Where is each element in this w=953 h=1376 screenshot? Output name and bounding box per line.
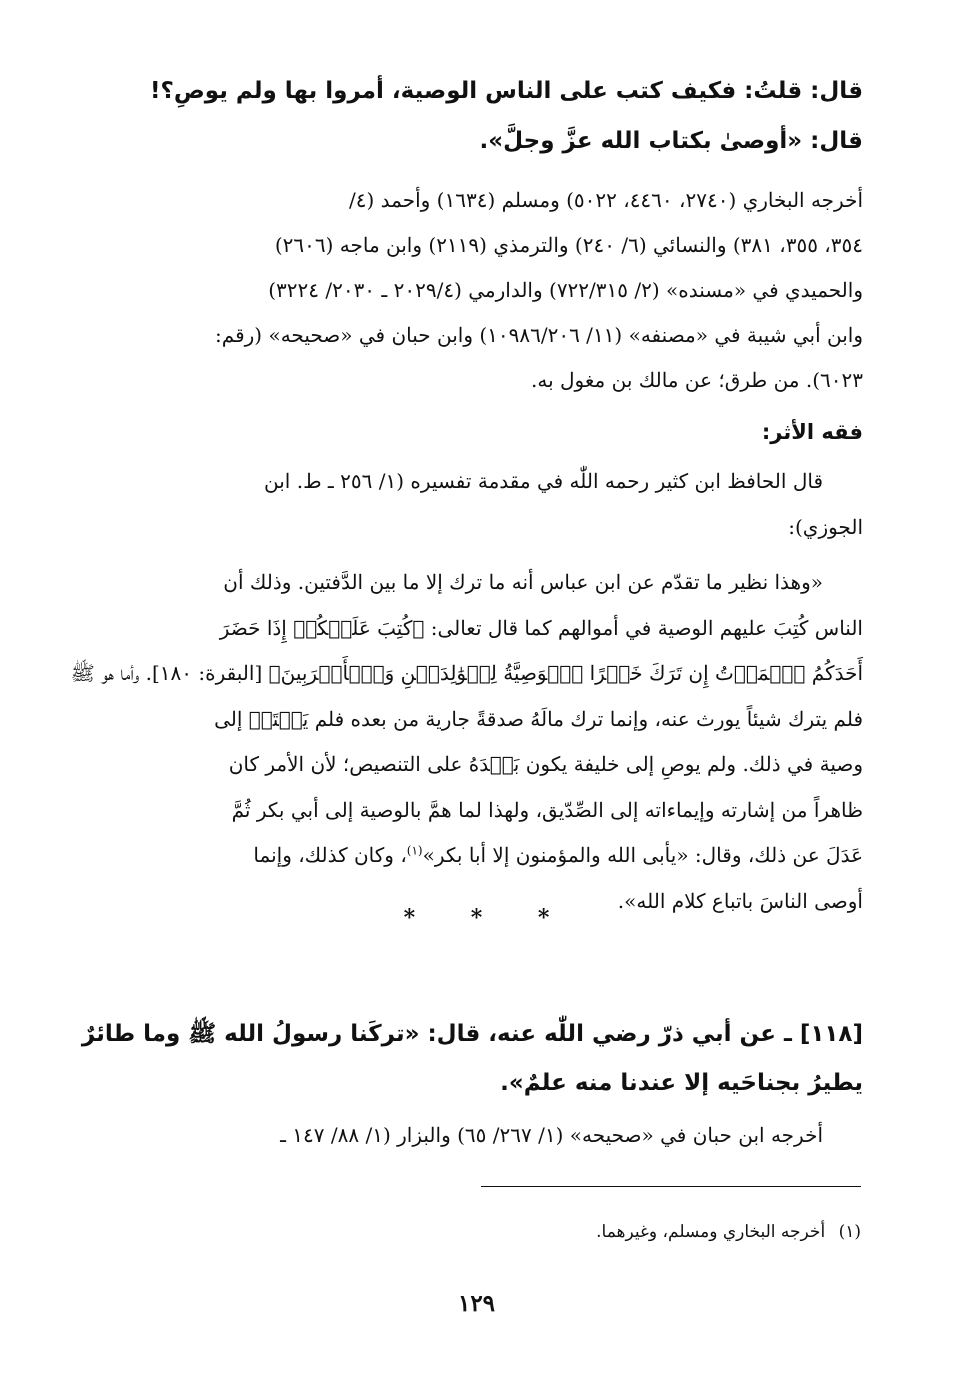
hadith-line: يطيرُ بجناحَيه إلا عندنا منه علمٌ». xyxy=(500,1070,863,1096)
quote-line: ظاهراً من إشارته وإيماءاته إلى الصِّدّيق، ولهذا لما همَّ بالوصية إلى أبي بكر ثُمَّ xyxy=(231,797,863,822)
footnote-text: أخرجه البخاري ومسلم، وغيرهما. xyxy=(596,1222,826,1242)
ibn-kathir-intro xyxy=(97,458,863,550)
section-separator: * * * xyxy=(403,905,574,931)
takhrij-line: والحميدي في «مسنده» (٢/ ٧٢٢/٣١٥) والدارمي (٢٠٢٩/٤ ـ ٢٠٣٠/ ٣٢٢٤) xyxy=(268,278,863,302)
section-heading-text: فقه الأثر: xyxy=(761,420,863,444)
intro-line: الجوزي): xyxy=(788,515,863,539)
takhrij-line: وابن أبي شيبة في «مصنفه» (١١/ ١٠٩٨٦/٢٠٦) وابن حبان في «صحيحه» (رقم: xyxy=(215,323,863,347)
answer-text: قال: «أوصىٰ بكتاب الله عزَّ وجلَّ». xyxy=(479,128,863,154)
takhrij-line: ٦٠٢٣). من طرق؛ عن مالك بن مغول به. xyxy=(531,368,863,392)
takhrij-paragraph-2 xyxy=(97,1113,863,1157)
hadith-text xyxy=(81,1010,863,1108)
quote-line: أوصى الناسَ باتباع كلام الله». xyxy=(617,888,863,913)
page-number: ١٢٩ xyxy=(457,1290,496,1317)
answer-line xyxy=(97,118,863,164)
footnote-divider xyxy=(481,1186,861,1187)
footnote-number: (١) xyxy=(838,1222,861,1242)
section-heading xyxy=(97,412,863,452)
takhrij-line: أخرجه البخاري (٢٧٤٠، ٤٤٦٠، ٥٠٢٢) ومسلم (١٦٣٤) وأحمد (٤/ xyxy=(349,188,863,212)
quote-line: «وهذا نظير ما تقدّم عن ابن عباس أنه ما ترك إلا ما بين الدَّفتين. وذلك أن xyxy=(223,570,823,594)
quote-line-end: ، وكان كذلك، وإنما xyxy=(253,843,407,867)
hadith-line: [١١٨] ـ عن أبي ذرّ رضي اللّٰه عنه، قال: «تركَنا رسولُ الله ﷺ وما طائرٌ xyxy=(81,1021,863,1047)
takhrij-line: أخرجه ابن حبان في «صحيحه» (١/ ٢٦٧/ ٦٥) والبزار (١/ ٨٨/ ١٤٧ ـ xyxy=(280,1123,823,1147)
intro-line: قال الحافظ ابن كثير رحمه اللّٰه في مقدمة تفسيره (١/ ٢٥٦ ـ ط. ابن xyxy=(264,469,823,493)
footnote xyxy=(596,1217,861,1247)
takhrij-line: ٣٥٤، ٣٥٥، ٣٨١) والنسائي (٦/ ٢٤٠) والترمذي (٢١١٩) وابن ماجه (٢٦٠٦) xyxy=(274,233,863,257)
footnote-reference[interactable]: (١) xyxy=(406,843,423,858)
question-text: قال: قلتُ: فكيف كتب على الناس الوصية، أمروا بها ولم يوصِ؟! xyxy=(150,78,863,104)
quote-line: وصية في ذلك. ولم يوصِ إلى خليفة يكون بَعۡدَهُ على التنصيص؛ لأن الأمر كان xyxy=(228,752,863,776)
quote-line: أَحَدَكُمُ ٱلۡمَوۡتُ إِن تَرَكَ خَيۡرًا ٱلۡوَصِيَّةُ لِلۡوَٰلِدَيۡنِ وَٱلۡأَقۡرَبِينَ﴾ [البقرة: ١٨٠]. وأما هو ﷺ xyxy=(70,661,863,685)
quote-paragraph xyxy=(70,560,863,924)
quote-line-start: عَدَلَ عن ذلك، وقال: «يأبى الله والمؤمنون إلا أبا بكر» xyxy=(422,843,863,867)
question-line xyxy=(97,68,863,114)
quote-line: فلم يترك شيئاً يورث عنه، وإنما ترك مالَهُ صدقةً جارية من بعده فلم يَحۡتَجۡ إلى xyxy=(214,706,863,731)
quote-line-with-footnote xyxy=(97,833,863,879)
takhrij-paragraph xyxy=(97,178,863,403)
quote-line: الناس كُتِبَ عليهم الوصية في أموالهم كما قال تعالى: ﴿كُتِبَ عَلَيۡكُمۡ إِذَا حَضَرَ xyxy=(219,615,863,640)
